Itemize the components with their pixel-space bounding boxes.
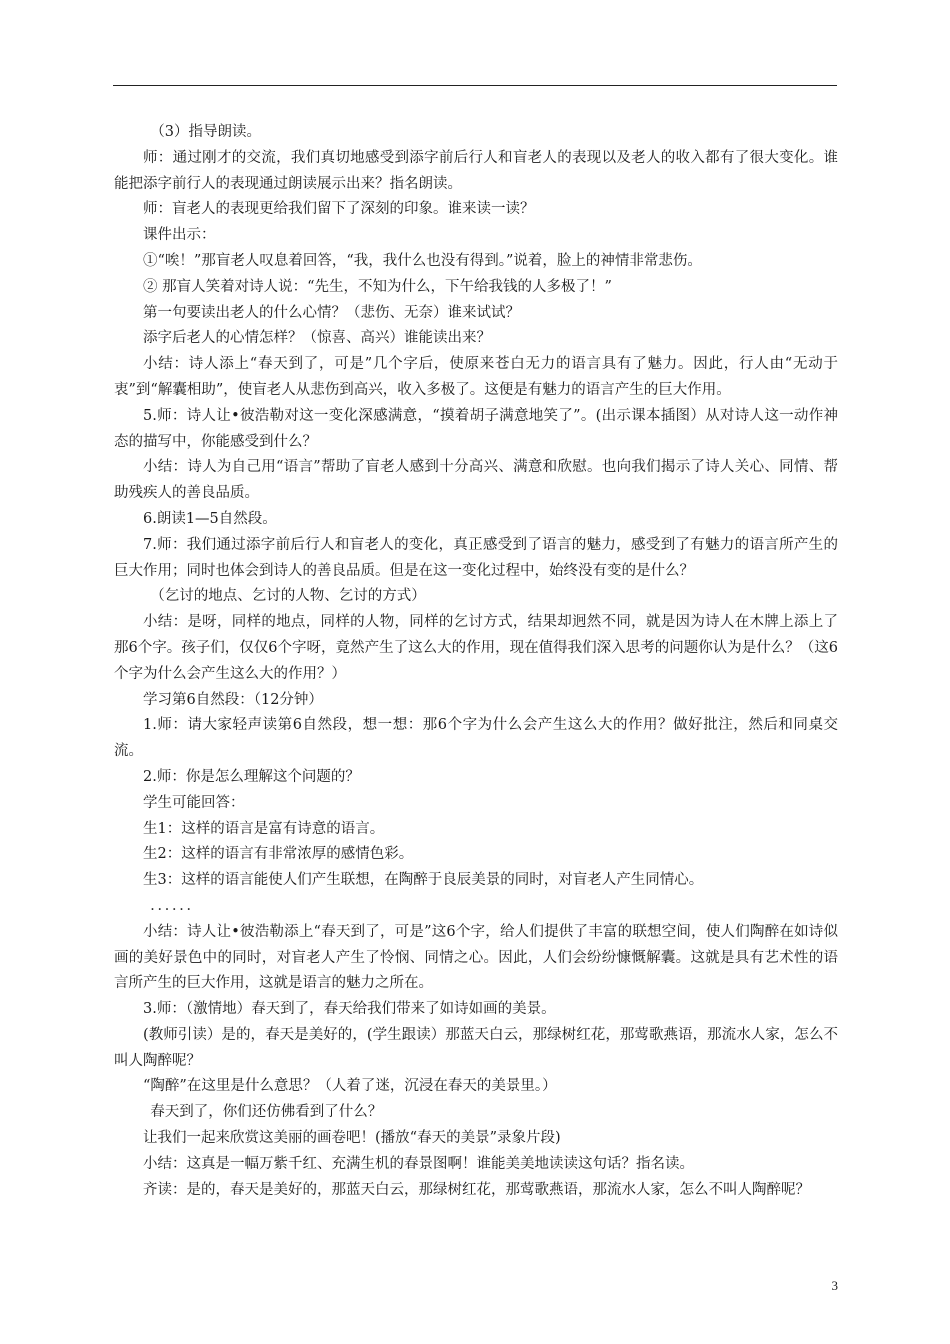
paragraph: （3）指导朗读。 xyxy=(150,124,261,140)
paragraph: 2.师：你是怎么理解这个问题的？ xyxy=(143,768,360,785)
paragraph: 让我们一起来欣赏这美丽的画卷吧！(播放“春天的美景”录象片段) xyxy=(143,1130,561,1147)
paragraph: 小结：是呀，同样的地点，同样的人物，同样的乞讨方式，结果却迥然不同，就是因为诗人在木牌上添上了那6个字。孩子们，仅仅6个字呀，竟然产生了这么大的作用，现在值得我们深入思考的问题你认为是什么？（这6个字为什么会产生这么大的作用？） xyxy=(114,614,838,682)
paragraph: 小结：诗人为自己用“语言”帮助了盲老人感到十分高兴、满意和欣慰。也向我们揭示了诗人关心、同情、帮助残疾人的善良品质。 xyxy=(114,459,838,502)
page-number: 3 xyxy=(831,1278,838,1293)
paragraph: （乞讨的地点、乞讨的人物、乞讨的方式） xyxy=(150,588,426,605)
paragraph: 小结：诗人添上“春天到了，可是”几个字后，使原来苍白无力的语言具有了魅力。因此，行人由“无动于衷”到“解囊相助”，使盲老人从悲伤到高兴，收入多极了。这便是有魅力的语言产生的巨大作用。 xyxy=(114,356,838,398)
paragraph: 7.师：我们通过添字前后行人和盲老人的变化，真正感受到了语言的魅力，感受到了有魅力的语言所产生的巨大作用；同时也体会到诗人的善良品质。但是在这一变化过程中，始终没有变的是什么？ xyxy=(114,536,838,579)
paragraph: 师：盲老人的表现更给我们留下了深刻的印象。谁来读一读？ xyxy=(143,201,535,218)
ellipsis-line: ．．．．．． xyxy=(150,897,201,914)
paragraph: 5.师：诗人让•彼浩勒对这一变化深感满意，“摸着胡子满意地笑了”。(出示课本插图）从对诗人这一动作神态的描写中，你能感受到什么？ xyxy=(114,407,838,450)
paragraph: 齐读：是的，春天是美好的，那蓝天白云，那绿树红花，那莺歌燕语，那流水人家，怎么不叫人陶醉呢？ xyxy=(143,1181,810,1198)
paragraph: 学习第6自然段：（12分钟） xyxy=(143,691,323,708)
paragraph: 第一句要读出老人的什么心情？（悲伤、无奈）谁来试试？ xyxy=(143,304,520,321)
paragraph: 生1：这样的语言是富有诗意的语言。 xyxy=(143,820,385,837)
paragraph: 小结：诗人让•彼浩勒添上“春天到了，可是”这6个字，给人们提供了丰富的联想空间，使人们陶醉在如诗似画的美好景色中的同时，对盲老人产生了怜悯、同情之心。因此，人们会纷纷慷慨解囊。这就是具有艺术性的语言所产生的巨大作用，这就是语言的魅力之所在。 xyxy=(114,923,838,992)
header-rule xyxy=(113,85,837,86)
paragraph: 小结：这真是一幅万紫千红、充满生机的春景图啊！谁能美美地读读这句话？指名读。 xyxy=(143,1155,694,1172)
paragraph: 6.朗读1—5自然段。 xyxy=(143,510,277,527)
paragraph: ①“唉！”那盲老人叹息着回答，“我，我什么也没有得到。”说着，脸上的神情非常悲伤。 xyxy=(143,252,702,269)
paragraph: (教师引读）是的，春天是美好的，(学生跟读）那蓝天白云，那绿树红花，那莺歌燕语，那流水人家，怎么不叫人陶醉呢？ xyxy=(114,1026,838,1069)
paragraph: 生3：这样的语言能使人们产生联想，在陶醉于良辰美景的同时，对盲老人产生同情心。 xyxy=(143,872,704,889)
paragraph: 生2：这样的语言有非常浓厚的感情色彩。 xyxy=(143,846,414,863)
paragraph: 师：通过刚才的交流，我们真切地感受到添字前后行人和盲老人的表现以及老人的收入都有了很大变化。谁能把添字前行人的表现通过朗读展示出来？指名朗读。 xyxy=(114,149,838,192)
document-body xyxy=(114,120,838,1203)
paragraph: 添字后老人的心情怎样？（惊喜、高兴）谁能读出来？ xyxy=(143,330,491,347)
paragraph: ② 那盲人笑着对诗人说：“先生，不知为什么，下午给我钱的人多极了！” xyxy=(143,278,612,295)
paragraph: “陶醉”在这里是什么意思？（人着了迷，沉浸在春天的美景里。） xyxy=(143,1078,557,1095)
paragraph: 3.师：（激情地）春天到了，春天给我们带来了如诗如画的美景。 xyxy=(143,1001,556,1018)
paragraph: 学生可能回答： xyxy=(143,794,245,811)
paragraph: 1.师：请大家轻声读第6自然段，想一想：那6个字为什么会产生这么大的作用？做好批注，然后和同桌交流。 xyxy=(114,717,838,760)
paragraph: 课件出示： xyxy=(143,227,216,244)
paragraph: 春天到了，你们还仿佛看到了什么？ xyxy=(150,1104,383,1121)
